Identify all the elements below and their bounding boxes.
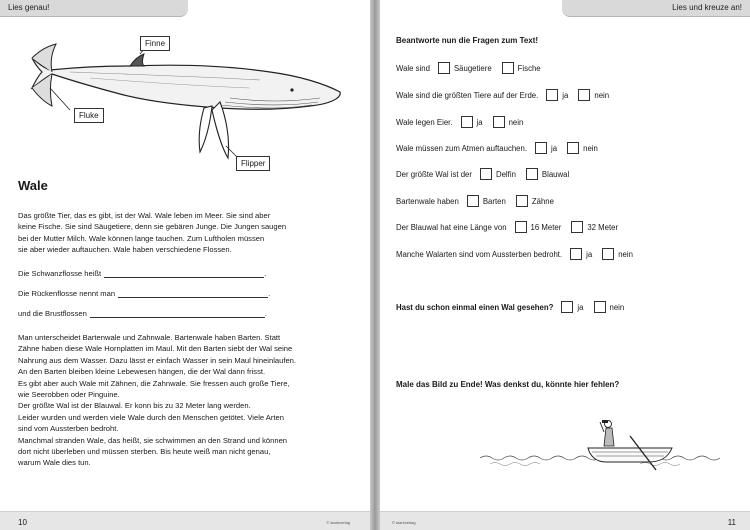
answer-checkbox[interactable]: [535, 142, 547, 154]
label-finne: Finne: [140, 36, 170, 51]
answer-checkbox[interactable]: [493, 116, 505, 128]
option-label: Delfin: [495, 169, 516, 179]
intro-line: sie aber wieder auftauchen. Wale haben verschiedene Flossen.: [18, 245, 232, 255]
option-label: nein: [583, 143, 598, 153]
option-label: Barten: [482, 196, 506, 206]
publisher-note: © starkverlag: [392, 520, 416, 525]
fill-in-answer-line[interactable]: [104, 268, 264, 278]
option-label: nein: [594, 90, 610, 100]
question-text: Wale sind: [396, 63, 430, 73]
answer-checkbox[interactable]: [571, 221, 583, 233]
answer-checkbox[interactable]: [546, 89, 558, 101]
fill-in-finne[interactable]: Die Rückenflosse nennt man .: [18, 289, 271, 298]
option-label: Säugetiere: [453, 63, 492, 73]
right-page-tab: Lies und kreuze an!: [562, 0, 750, 17]
seen-whale-question: [396, 301, 626, 313]
answer-checkbox[interactable]: [438, 62, 450, 74]
body-line: wie Seerobben oder Pinguine.: [18, 390, 120, 400]
option-label: Fische: [517, 63, 541, 73]
body-line: sind vom Aussterben bedroht.: [18, 424, 119, 434]
question-row: [396, 221, 620, 233]
intro-line: bei der Mutter Milch. Wale können lange tauchen. Zum Luftholen müssen: [18, 233, 265, 243]
option-label: ja: [551, 143, 558, 153]
question-row: [396, 248, 635, 260]
intro-line: keine Fische. Sie sind Säugetiere, denn sie gebären Junge. Die Jungen saugen: [18, 222, 287, 232]
option-label: Zähne: [531, 196, 554, 206]
questions-title: Beantworte nun die Fragen zum Text!: [396, 36, 539, 45]
question-row: [396, 62, 543, 74]
body-line: An den Barten bleiben kleine Lebewesen hängen, die der Wal dann frisst.: [18, 367, 266, 377]
fill-in-answer-line[interactable]: [118, 288, 268, 298]
intro-paragraph: [18, 210, 358, 256]
answer-checkbox[interactable]: [594, 301, 606, 313]
fill-in-label: Die Schwanzflosse heißt: [18, 269, 102, 278]
option-label: ja: [562, 90, 569, 100]
answer-checkbox[interactable]: [516, 195, 528, 207]
body-line: Der größte Wal ist der Blauwal. Er konn bis zu 32 Meter lang werden.: [18, 401, 251, 411]
left-page: [0, 0, 370, 530]
fill-in-fluke[interactable]: Die Schwanzflosse heißt .: [18, 269, 267, 278]
answer-checkbox[interactable]: [526, 168, 538, 180]
publisher-note: © starkverlag: [326, 520, 350, 525]
option-label: nein: [508, 117, 524, 127]
footer-bar: [380, 511, 750, 530]
answer-checkbox[interactable]: [567, 142, 579, 154]
intro-line: Das größte Tier, das es gibt, ist der Wal. Wale leben im Meer. Sie sind aber: [18, 211, 271, 220]
question-text: Der größte Wal ist der: [396, 169, 472, 179]
option-label: nein: [609, 302, 625, 312]
body-line: Nahrung aus dem Wasser. Dazu lässt er einfach Wasser in sein Maul hineinlaufen.: [18, 355, 297, 365]
question-text: Wale sind die größten Tiere auf der Erde.: [396, 90, 539, 100]
body-line: Manchmal stranden Wale, das heißt, sie schwimmen an den Strand und können: [18, 435, 288, 445]
question-row: [396, 142, 600, 154]
question-text: Bartenwale haben: [396, 196, 459, 206]
body-line: Es gibt aber auch Wale mit Zähnen, die Zahnwale. Sie fressen auch große Tiere,: [18, 378, 290, 388]
option-label: 32 Meter: [587, 222, 619, 232]
answer-checkbox[interactable]: [515, 221, 527, 233]
footer-bar: [0, 511, 370, 530]
question-text: Wale müssen zum Atmen auftauchen.: [396, 143, 528, 153]
page-number: 11: [727, 518, 736, 527]
left-page-tab: Lies genau!: [0, 0, 188, 17]
option-label: Blauwal: [541, 169, 570, 179]
book-gutter: [370, 0, 380, 530]
fill-in-flipper[interactable]: und die Brustflossen .: [18, 309, 267, 318]
question-text: Wale legen Eier.: [396, 117, 453, 127]
right-page: [380, 0, 750, 530]
answer-checkbox[interactable]: [461, 116, 473, 128]
body-line: Zähne haben diese Wale Hornplatten im Maul. Mit den Barten siebt der Wal seine: [18, 344, 293, 354]
body-line: warum Wale dies tun.: [18, 458, 91, 468]
fill-in-label: Die Rückenflosse nennt man: [18, 289, 116, 298]
answer-checkbox[interactable]: [602, 248, 614, 260]
question-text: Hast du schon einmal einen Wal gesehen?: [396, 302, 554, 312]
body-line: Leider wurden und werden viele Wale durch den Menschen getötet. Viele Arten: [18, 412, 284, 422]
question-text: Manche Walarten sind vom Aussterben bedroht.: [396, 249, 563, 259]
option-label: 16 Meter: [530, 222, 562, 232]
answer-checkbox[interactable]: [467, 195, 479, 207]
body-line: Man unterscheidet Bartenwale und Zahnwale. Bartenwale haben Barten. Statt: [18, 333, 281, 342]
answer-checkbox[interactable]: [561, 301, 573, 313]
answer-checkbox[interactable]: [502, 62, 514, 74]
whale-illustration-icon: [30, 28, 350, 168]
body-line: dort nicht überleben und müssen sterben. Bis heute weiß man nicht genau,: [18, 447, 271, 457]
fill-in-answer-line[interactable]: [90, 308, 265, 318]
answer-checkbox[interactable]: [578, 89, 590, 101]
page-number: 10: [18, 518, 27, 527]
question-row: [396, 89, 611, 101]
label-flipper: Flipper: [236, 156, 270, 171]
question-text: Der Blauwal hat eine Länge von: [396, 222, 507, 232]
fill-in-label: und die Brustflossen: [18, 309, 87, 318]
option-label: nein: [618, 249, 633, 259]
label-fluke: Fluke: [74, 108, 104, 123]
body-paragraph: [18, 332, 358, 469]
question-row: [396, 168, 571, 180]
option-label: ja: [476, 117, 483, 127]
drawing-task: Male das Bild zu Ende! Was denkst du, könnte hier fehlen?: [396, 380, 620, 389]
boat-drawing-area-icon[interactable]: [480, 410, 720, 480]
option-label: ja: [586, 249, 593, 259]
question-row: [396, 195, 556, 207]
answer-checkbox[interactable]: [480, 168, 492, 180]
option-label: ja: [577, 302, 584, 312]
answer-checkbox[interactable]: [570, 248, 582, 260]
article-heading: Wale: [18, 178, 48, 193]
question-row: [396, 116, 525, 128]
